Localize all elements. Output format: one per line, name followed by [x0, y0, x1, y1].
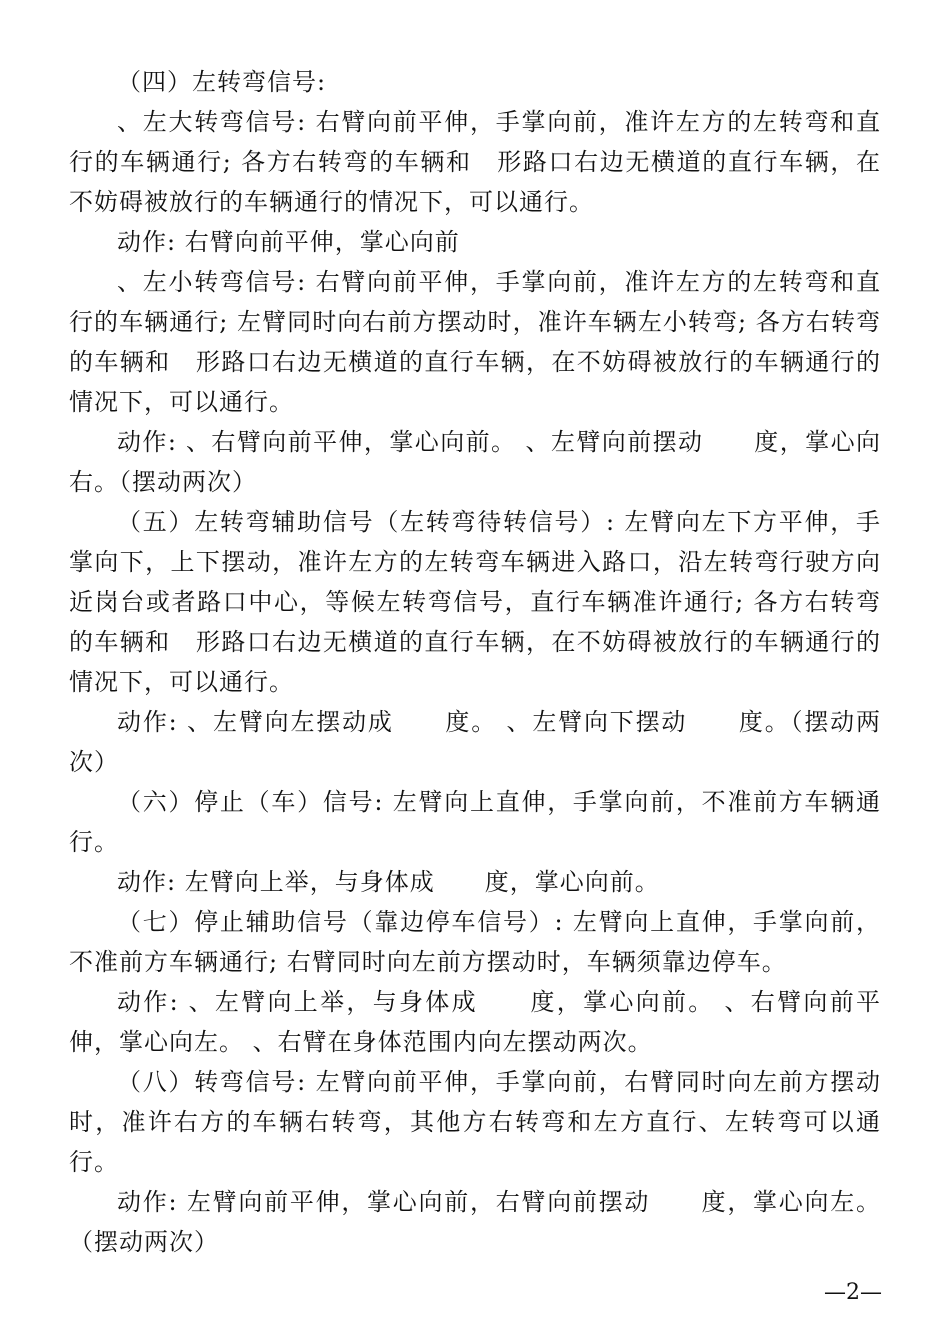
paragraph-left-big-turn: 、左大转弯信号: 右臂向前平伸，手掌向前，准许左方的左转弯和直行的车辆通行; 各方右转弯的车辆和 形路口右边无横道的直行车辆，在不妨碍被放行的车辆通行的情况下，可以通行。	[69, 108, 881, 216]
paragraph-action: 动作: 、左臂向左摆动成 度。 、左臂向下摆动 度。（摆动两次）	[69, 708, 881, 776]
paragraph-action: 动作: 左臂向前平伸，掌心向前，右臂向前摆动 度，掌心向左。（摆动两次）	[69, 1188, 881, 1256]
document-body	[69, 62, 881, 1262]
paragraph-stop-signal: （六）停止（车）信号: 左臂向上直伸，手掌向前，不准前方车辆通行。	[69, 788, 881, 856]
paragraph-stop-auxiliary: （七）停止辅助信号（靠边停车信号）: 左臂向上直伸，手掌向前，不准前方车辆通行; 右臂同时向左前方摆动时，车辆须靠边停车。	[69, 908, 881, 976]
paragraph-action: 动作: 、左臂向上举，与身体成 度，掌心向前。 、右臂向前平伸，掌心向左。 、右臂在身体范围内向左摆动两次。	[69, 988, 881, 1056]
paragraph-left-turn-auxiliary: （五）左转弯辅助信号（左转弯待转信号）: 左臂向左下方平伸，手掌向下，上下摆动，准许左方的左转弯车辆进入路口，沿左转弯行驶方向 近岗台或者路口中心，等候左转弯信号，直行车辆准许通行; 各方右转弯的车辆和 形路口右边无横道的直行车辆，在不妨碍被放行的车辆通行的情况下，可以通行。	[69, 508, 881, 696]
section-heading-left-turn: （四）左转弯信号:	[117, 68, 327, 96]
paragraph-action: 动作: 、右臂向前平伸，掌心向前。 、左臂向前摆动 度，掌心向右。（摆动两次）	[69, 428, 881, 496]
paragraph-left-small-turn: 、左小转弯信号: 右臂向前平伸，手掌向前，准许左方的左转弯和直行的车辆通行; 左臂同时向右前方摆动时，准许车辆左小转弯; 各方右转弯的车辆和 形路口右边无横道的直行车辆，在不妨碍被放行的车辆通行的情况下，可以通行。	[69, 268, 881, 416]
paragraph-turn-signal: （八）转弯信号: 左臂向前平伸，手掌向前，右臂同时向左前方摆动时，准许右方的车辆右转弯，其他方右转弯和左方直行、左转弯可以通行。	[69, 1068, 881, 1176]
paragraph-action: 动作: 右臂向前平伸，掌心向前	[117, 228, 460, 256]
paragraph-action: 动作: 左臂向上举，与身体成 度，掌心向前。	[117, 868, 660, 896]
page-number: —2—	[824, 1280, 882, 1305]
